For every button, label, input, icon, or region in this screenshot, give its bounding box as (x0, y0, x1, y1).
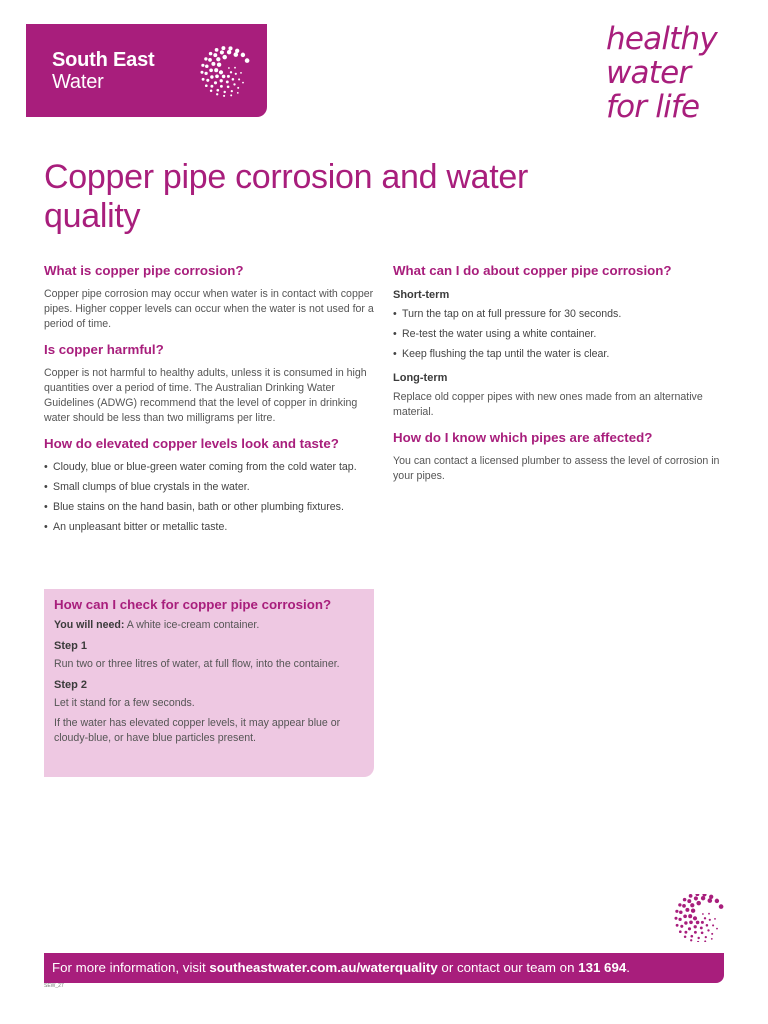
need-label: You will need: (54, 619, 125, 631)
section-text-which-pipes: You can contact a licensed plumber to assess the level of corrosion in your pipes. (393, 455, 720, 482)
section-heading-look-taste: How do elevated copper levels look and taste? (44, 436, 339, 451)
logo-line1: South East (52, 49, 155, 71)
list-item: • Keep flushing the tap until the water is clear. (393, 347, 728, 362)
footer-mid: or contact our team on (437, 960, 579, 975)
tagline (606, 22, 717, 124)
section-heading-harmful: Is copper harmful? (44, 342, 164, 357)
check-corrosion-box (44, 589, 374, 777)
logo-line2: Water (52, 71, 104, 93)
right-column (393, 262, 728, 493)
long-term-text: Replace old copper pipes with new ones made from an alternative material. (393, 391, 703, 418)
tagline-line2: water (606, 55, 691, 91)
dot-swirl-footer-icon (674, 894, 726, 942)
list-item: • Turn the tap on at full pressure for 30 seconds. (393, 307, 728, 322)
step2-text: Let it stand for a few seconds. (54, 697, 195, 709)
doc-code: SEW_27 (44, 983, 64, 989)
logo-text (52, 50, 154, 92)
list-item: • Re-test the water using a white container. (393, 327, 728, 342)
check-heading: How can I check for copper pipe corrosion? (54, 597, 332, 612)
footer-phone: 131 694 (578, 960, 627, 975)
footer-bar (44, 953, 724, 983)
tagline-line1: healthy (606, 21, 717, 57)
left-column (44, 262, 374, 543)
long-term-label: Long-term (393, 372, 448, 384)
look-taste-list (44, 460, 374, 535)
dot-swirl-logo-icon (200, 44, 252, 100)
page-title: Copper pipe corrosion and water quality (44, 158, 528, 235)
footer-end: . (626, 960, 630, 975)
step1-label: Step 1 (54, 640, 88, 652)
list-item: • Cloudy, blue or blue-green water coming from the cold water tap. (44, 460, 374, 475)
list-item: • An unpleasant bitter or metallic taste. (44, 520, 374, 535)
section-heading-what-is: What is copper pipe corrosion? (44, 263, 244, 278)
step1-text: Run two or three litres of water, at full flow, into the container. (54, 658, 340, 670)
section-heading-what-can-i-do: What can I do about copper pipe corrosion? (393, 263, 672, 278)
step2-label: Step 2 (54, 679, 88, 691)
footer-url-link[interactable]: southeastwater.com.au/waterquality (209, 960, 438, 975)
check-need (54, 618, 364, 633)
tagline-line3: for life (606, 89, 700, 125)
section-text-what-is: Copper pipe corrosion may occur when water is in contact with copper pipes. Higher copper levels can occur when the water is not used for a period of time. (44, 288, 374, 330)
footer-pre: For more information, visit (52, 960, 210, 975)
section-text-harmful: Copper is not harmful to healthy adults, unless it is consumed in high quantities over a period of time. The Australian Drinking Water Guidelines (ADWG) recommend that the level of copper in drinking water should be less than two milligrams per litre. (44, 367, 367, 424)
result-text: If the water has elevated copper levels, it may appear blue or cloudy-blue, or have blue particles present. (54, 717, 341, 744)
list-item: • Small clumps of blue crystals in the water. (44, 480, 374, 495)
list-item: • Blue stains on the hand basin, bath or other plumbing fixtures. (44, 500, 374, 515)
short-term-list (393, 307, 728, 362)
section-heading-which-pipes: How do I know which pipes are affected? (393, 430, 653, 445)
logo (26, 24, 267, 117)
need-text: A white ice-cream container. (124, 619, 260, 631)
short-term-label: Short-term (393, 289, 450, 301)
